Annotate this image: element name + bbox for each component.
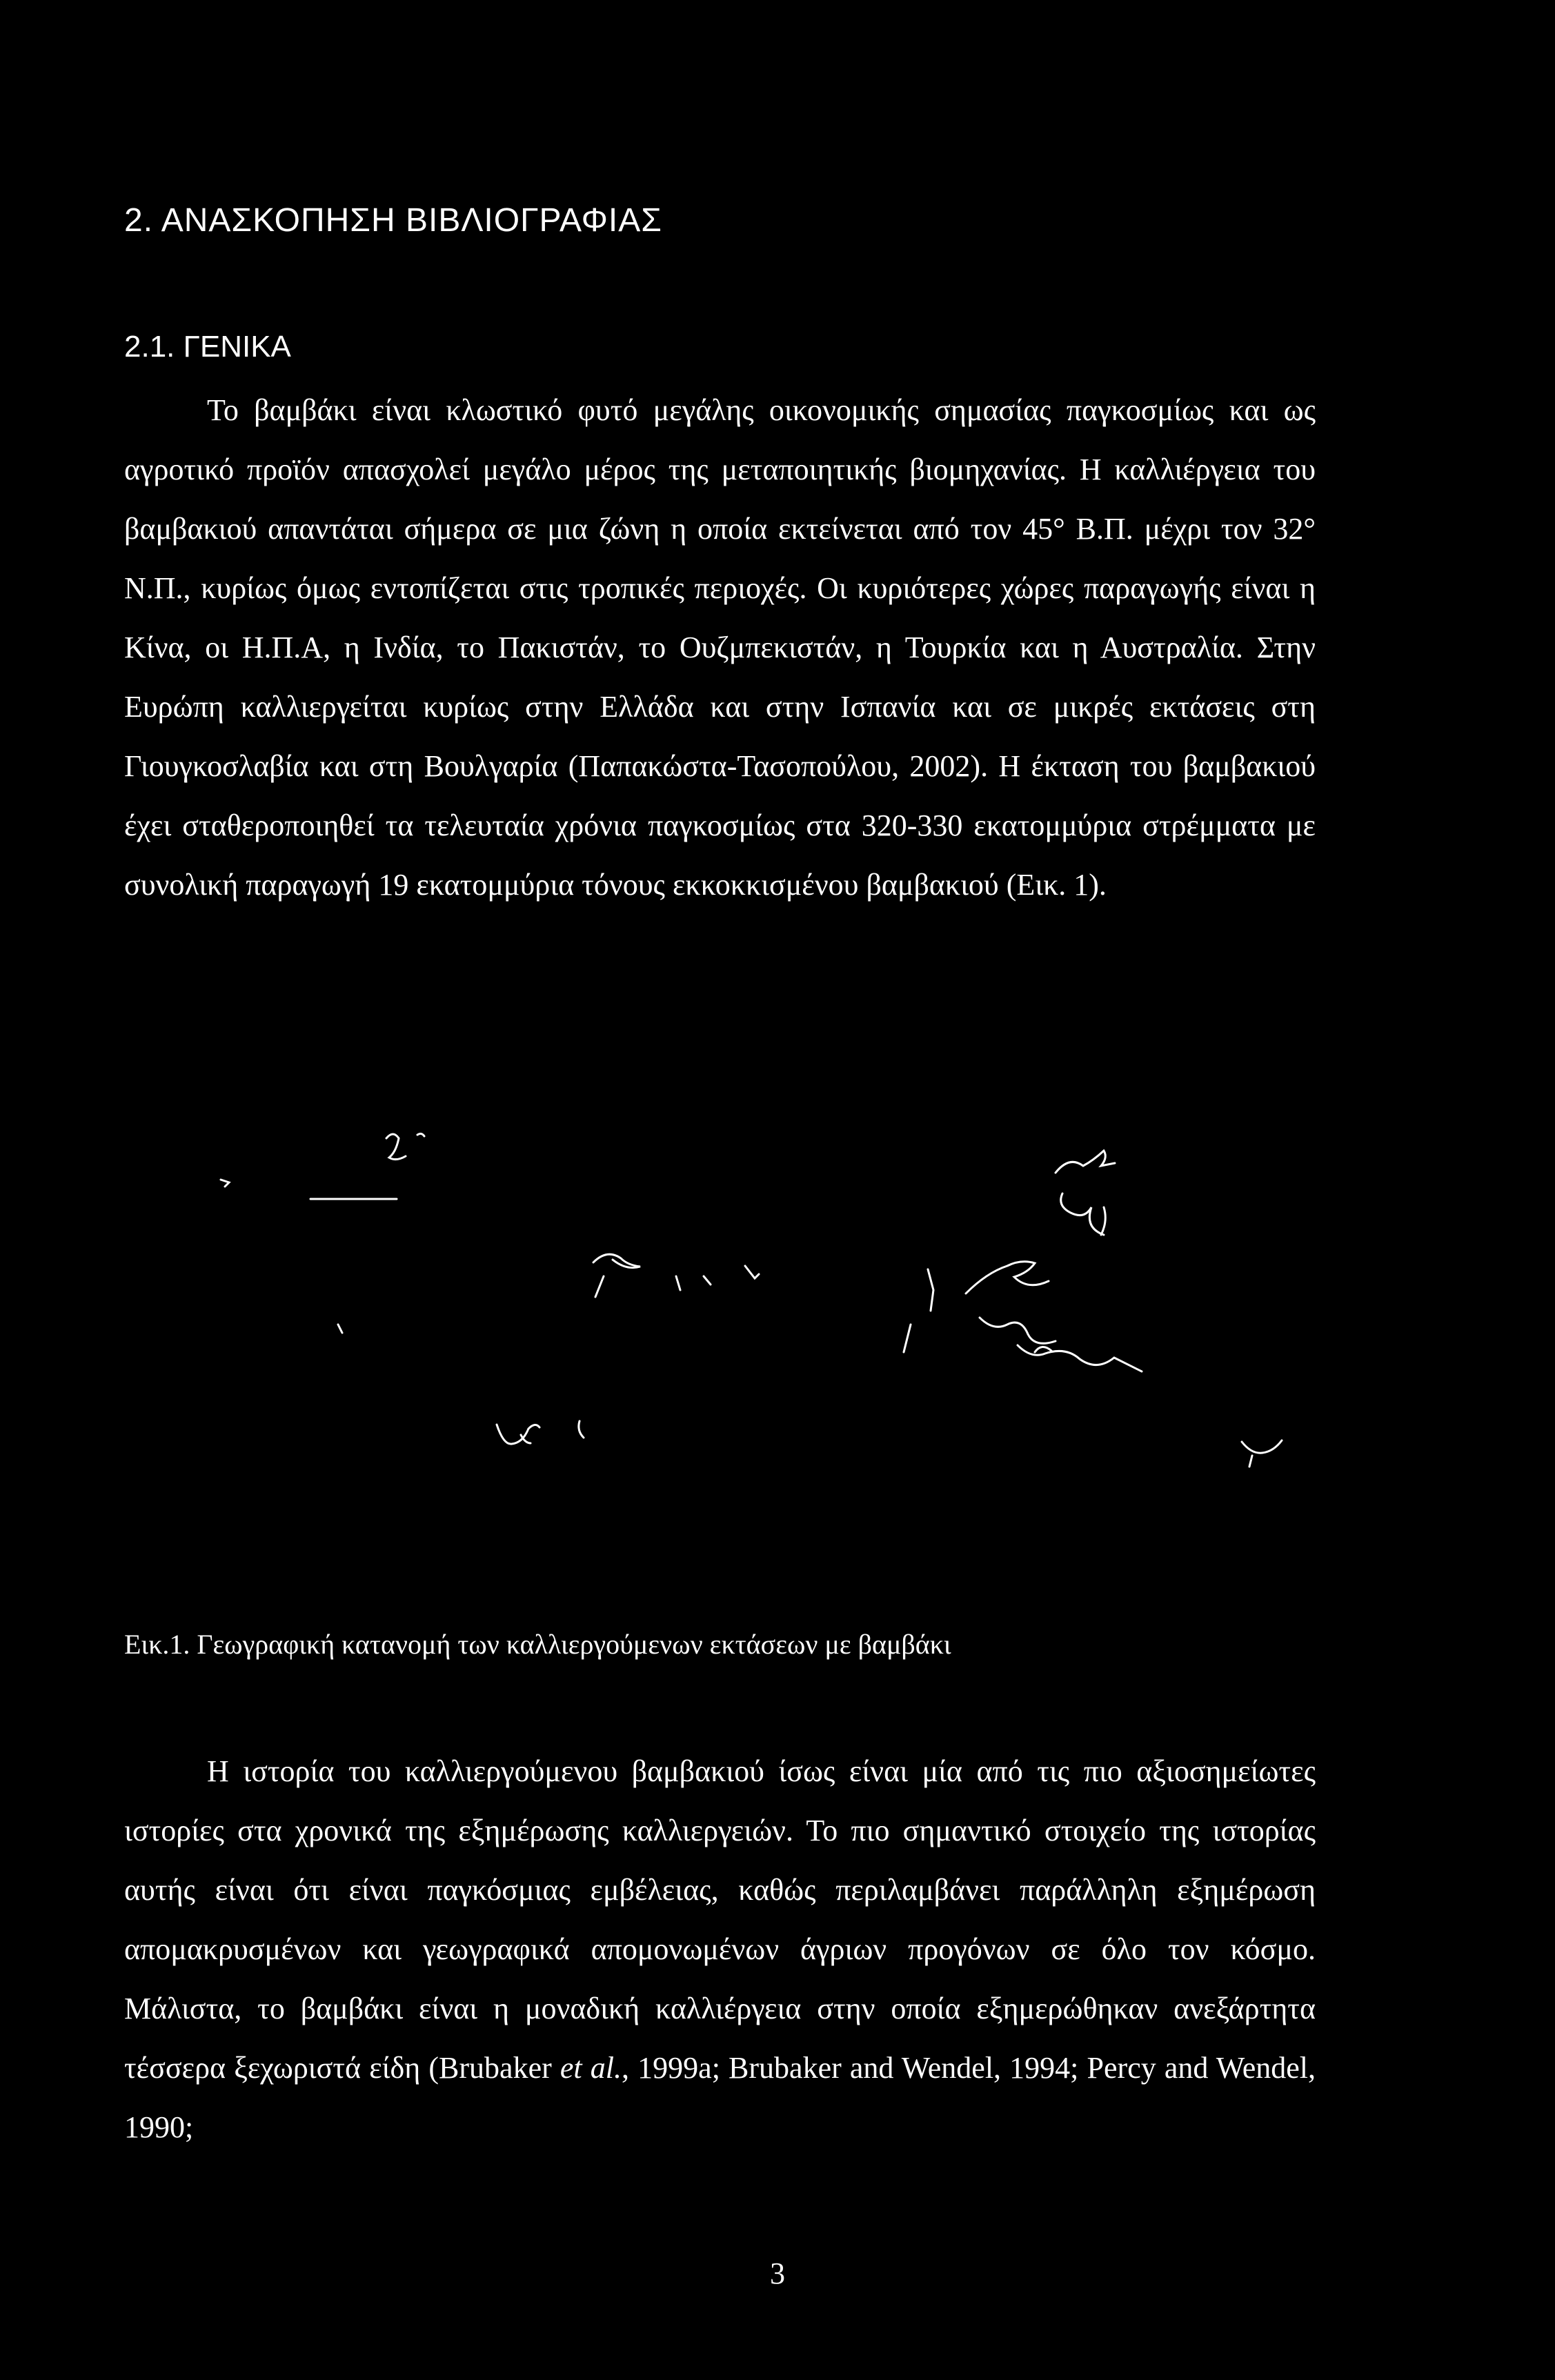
paragraph-intro: Το βαμβάκι είναι κλωστικό φυτό μεγάλης οικονομικής σημασίας παγκοσμίως και ως αγροτικό προϊόν απασχολεί μεγάλο μέρος της μεταποιητικής βιομηχανίας. Η καλλιέργεια του βαμβακιού απαντάται σήμερα σε μια ζώνη η οποία εκτείνεται από τον 45° Β.Π. μέχρι τον 32° Ν.Π., κυρίως όμως εντοπίζεται στις τροπικές περιοχές. Οι κυριότερες χώρες παραγωγής είναι η Κίνα, οι Η.Π.Α, η Ινδία, το Πακιστάν, το Ουζμπεκιστάν, η Τουρκία και η Αυστραλία. Στην Ευρώπη καλλιεργείται κυρίως στην Ελλάδα και στην Ισπανία και σε μικρές εκτάσεις στη Γιουγκοσλαβία και στη Βουλγαρία (Παπακώστα-Τασοπούλου, 2002). Η έκταση του βαμβακιού έχει σταθεροποιηθεί τα τελευταία χρόνια παγκοσμίως στα 320-330 εκατομμύρια στρέμματα με συνολική παραγωγή 19 εκατομμύρια τόνους εκκοκκισμένου βαμβακιού (Εικ. 1). — [124, 393, 1316, 902]
paragraph-history-citations: , 1999a; Brubaker and Wendel, 1994; Percy and Wendel, 1990; — [124, 2051, 1316, 2144]
map-fragment-north-america — [386, 1134, 406, 1160]
figure-caption: Εικ.1. Γεωγραφική κατανομή των καλλιεργούμενων εκτάσεων με βαμβάκι — [124, 1629, 951, 1660]
cotton-distribution-map — [207, 1118, 1311, 1600]
map-fragment-south-america — [497, 1425, 539, 1444]
page-number: 3 — [770, 2257, 785, 2290]
map-fragment-middle-east — [928, 1269, 933, 1311]
section-heading: 2. ΑΝΑΣΚΟΠΗΣΗ ΒΙΒΛΙΟΓΡΑΦΙΑΣ — [124, 202, 662, 239]
paragraph-history — [124, 1742, 1316, 2157]
map-fragment-australia — [1242, 1440, 1282, 1453]
world-map-sketch — [207, 1118, 1311, 1600]
subsection-heading: 2.1. ΓΕΝΙΚΑ — [124, 330, 291, 364]
citation-italic: et al. — [559, 2051, 622, 2085]
paragraph-history-text: Η ιστορία του καλλιεργούμενου βαμβακιού ίσως είναι μία από τις πιο αξιοσημείωτες ιστορίες στα χρονικά της εξημέρωσης καλλιεργειών. Το πιο σημαντικό στοιχείο της ιστορίας αυτής είναι ότι είναι παγκόσμιας εμβέλειας, καθώς περιλαμβάνει παράλληλη εξημέρωση απομακρυσμένων και γεωγραφικά απομονωμένων άγριων προγόνων σε όλο τον κόσμο. Μάλιστα, το βαμβάκι είναι η μοναδική καλλιέργεια στην οποία εξημερώθηκαν ανεξάρτητα τέσσερα ξεχωριστά είδη (Brubaker — [124, 1754, 1316, 2085]
map-fragment-europe — [1056, 1151, 1115, 1173]
map-fragment-central-america — [593, 1254, 640, 1267]
